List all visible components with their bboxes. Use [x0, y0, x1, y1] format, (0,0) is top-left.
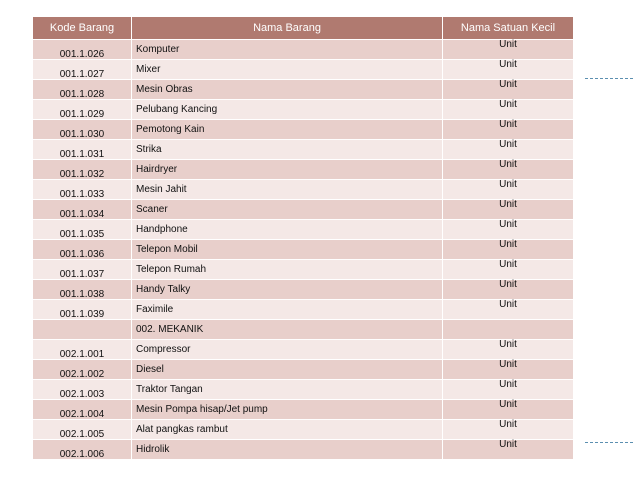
cell-nama-barang: [132, 260, 443, 280]
cell-satuan: [443, 220, 574, 240]
cell-kode-barang-text: 001.1.038: [59, 289, 105, 300]
cell-kode-barang-text: 001.1.033: [59, 189, 105, 200]
header-nama-satuan: Nama Satuan Kecil: [443, 17, 574, 40]
cell-nama-barang: [132, 320, 443, 340]
cell-kode-barang-text: 002.1.005: [59, 429, 105, 440]
cell-satuan: [443, 80, 574, 100]
table-row: [33, 260, 574, 280]
cell-satuan: [443, 60, 574, 80]
cell-nama-barang: [132, 200, 443, 220]
cell-satuan-text: Unit: [499, 339, 517, 350]
cell-kode-barang: [33, 440, 132, 460]
cell-satuan: [443, 300, 574, 320]
table-row: [33, 320, 574, 340]
cell-nama-barang-text: Handy Talky: [136, 284, 191, 295]
cell-kode-barang: [33, 200, 132, 220]
barang-table: [32, 16, 574, 460]
cell-nama-barang-text: Mesin Obras: [136, 84, 193, 95]
cell-nama-barang: [132, 160, 443, 180]
cell-nama-barang: [132, 420, 443, 440]
cell-nama-barang: [132, 40, 443, 60]
cell-kode-barang: [33, 100, 132, 120]
table-row: [33, 380, 574, 400]
cell-kode-barang: [33, 300, 132, 320]
cell-nama-barang-text: 002. MEKANIK: [136, 324, 204, 335]
cell-kode-barang: [33, 320, 132, 340]
cell-satuan: [443, 140, 574, 160]
cell-kode-barang-text: 001.1.032: [59, 169, 105, 180]
cell-nama-barang-text: Telepon Mobil: [136, 244, 198, 255]
cell-kode-barang-text: 001.1.039: [59, 309, 105, 320]
cell-kode-barang-text: 001.1.029: [59, 109, 105, 120]
cell-kode-barang-text: 002.1.004: [59, 409, 105, 420]
table-row: [33, 180, 574, 200]
cell-nama-barang-text: Diesel: [136, 364, 164, 375]
table-row: [33, 360, 574, 380]
cell-nama-barang: [132, 220, 443, 240]
cell-nama-barang: [132, 380, 443, 400]
cell-satuan-text: Unit: [499, 299, 517, 310]
cell-nama-barang: [132, 340, 443, 360]
cell-satuan-text: Unit: [499, 379, 517, 390]
cell-kode-barang-text: 002.1.001: [59, 349, 105, 360]
cell-nama-barang-text: Pelubang Kancing: [136, 104, 218, 115]
cell-kode-barang: [33, 400, 132, 420]
cell-kode-barang-text: 001.1.035: [59, 229, 105, 240]
cell-kode-barang-text: 001.1.028: [59, 89, 105, 100]
cell-kode-barang-text: 002.1.006: [59, 449, 105, 460]
cell-kode-barang: [33, 140, 132, 160]
cell-kode-barang-text: 001.1.031: [59, 149, 105, 160]
header-kode-barang: Kode Barang: [33, 17, 132, 40]
cell-satuan-text: Unit: [499, 119, 517, 130]
table-row: [33, 220, 574, 240]
cell-kode-barang: [33, 260, 132, 280]
table-row: [33, 300, 574, 320]
cell-nama-barang: [132, 180, 443, 200]
cell-satuan-text: Unit: [499, 219, 517, 230]
table-row: [33, 420, 574, 440]
cell-satuan-text: Unit: [499, 199, 517, 210]
cell-nama-barang-text: Komputer: [136, 44, 180, 55]
cell-nama-barang: [132, 300, 443, 320]
cell-satuan-text: Unit: [499, 139, 517, 150]
cell-nama-barang-text: Strika: [136, 144, 162, 155]
table-row: [33, 120, 574, 140]
cell-kode-barang: [33, 40, 132, 60]
cell-kode-barang-text: 001.1.026: [59, 49, 105, 60]
cell-nama-barang-text: Handphone: [136, 224, 188, 235]
cell-satuan-text: Unit: [499, 79, 517, 90]
cell-kode-barang-text: 001.1.027: [59, 69, 105, 80]
cell-nama-barang: [132, 440, 443, 460]
table-row: [33, 80, 574, 100]
cell-kode-barang-text: 002.1.002: [59, 369, 105, 380]
cell-nama-barang: [132, 60, 443, 80]
cell-satuan-text: Unit: [499, 179, 517, 190]
cell-nama-barang: [132, 400, 443, 420]
cell-satuan: [443, 100, 574, 120]
cell-nama-barang: [132, 280, 443, 300]
cell-kode-barang: [33, 180, 132, 200]
cell-kode-barang-text: 001.1.036: [59, 249, 105, 260]
cell-kode-barang: [33, 220, 132, 240]
cell-kode-barang: [33, 160, 132, 180]
cell-satuan-text: Unit: [499, 359, 517, 370]
cell-satuan-text: Unit: [499, 239, 517, 250]
cell-nama-barang-text: Traktor Tangan: [136, 384, 203, 395]
table-row: [33, 100, 574, 120]
cell-nama-barang-text: Alat pangkas rambut: [136, 424, 228, 435]
cell-satuan-text: Unit: [499, 259, 517, 270]
cell-satuan: [443, 280, 574, 300]
cell-satuan: [443, 240, 574, 260]
table-row: [33, 340, 574, 360]
table-row: [33, 160, 574, 180]
slide-divider-top: [585, 78, 633, 79]
table-row: [33, 40, 574, 60]
cell-satuan: [443, 420, 574, 440]
cell-satuan: [443, 180, 574, 200]
cell-kode-barang-text: 002.1.003: [59, 389, 105, 400]
cell-satuan-text: Unit: [499, 99, 517, 110]
cell-satuan: [443, 380, 574, 400]
cell-satuan: [443, 120, 574, 140]
cell-satuan-text: Unit: [499, 279, 517, 290]
table-row: [33, 60, 574, 80]
cell-satuan: [443, 200, 574, 220]
cell-kode-barang: [33, 80, 132, 100]
cell-nama-barang-text: Hairdryer: [136, 164, 178, 175]
table-row: [33, 280, 574, 300]
cell-kode-barang: [33, 240, 132, 260]
table-row: [33, 200, 574, 220]
cell-kode-barang: [33, 60, 132, 80]
cell-kode-barang: [33, 280, 132, 300]
cell-nama-barang-text: Mesin Pompa hisap/Jet pump: [136, 404, 268, 415]
cell-nama-barang-text: Faximile: [136, 304, 174, 315]
cell-kode-barang: [33, 340, 132, 360]
cell-kode-barang-text: 001.1.037: [59, 269, 105, 280]
cell-satuan: [443, 160, 574, 180]
cell-nama-barang-text: Hidrolik: [136, 444, 170, 455]
table-body: [33, 40, 574, 460]
cell-kode-barang-text: 001.1.034: [59, 209, 105, 220]
cell-nama-barang: [132, 360, 443, 380]
cell-satuan: [443, 400, 574, 420]
cell-satuan: [443, 260, 574, 280]
cell-nama-barang: [132, 240, 443, 260]
cell-nama-barang-text: Pemotong Kain: [136, 124, 205, 135]
slide-divider-bottom: [585, 442, 633, 443]
cell-kode-barang: [33, 420, 132, 440]
cell-satuan-text: Unit: [499, 399, 517, 410]
table-row: [33, 440, 574, 460]
cell-nama-barang: [132, 100, 443, 120]
cell-nama-barang-text: Compressor: [136, 344, 191, 355]
cell-nama-barang-text: Mixer: [136, 64, 161, 75]
cell-satuan: [443, 340, 574, 360]
cell-satuan-text: Unit: [499, 159, 517, 170]
cell-nama-barang: [132, 80, 443, 100]
cell-nama-barang-text: Mesin Jahit: [136, 184, 187, 195]
cell-nama-barang: [132, 120, 443, 140]
cell-kode-barang: [33, 360, 132, 380]
header-nama-barang: Nama Barang: [132, 17, 443, 40]
cell-nama-barang-text: Scaner: [136, 204, 168, 215]
cell-satuan: [443, 360, 574, 380]
table-row: [33, 240, 574, 260]
cell-nama-barang-text: Telepon Rumah: [136, 264, 207, 275]
cell-kode-barang: [33, 120, 132, 140]
cell-nama-barang: [132, 140, 443, 160]
cell-kode-barang-text: 001.1.030: [59, 129, 105, 140]
cell-satuan-text: Unit: [499, 439, 517, 450]
cell-kode-barang: [33, 380, 132, 400]
table-row: [33, 140, 574, 160]
cell-satuan-text: Unit: [499, 59, 517, 70]
cell-satuan-text: Unit: [499, 419, 517, 430]
table-header: [33, 17, 574, 40]
cell-satuan: [443, 440, 574, 460]
cell-satuan: [443, 320, 574, 340]
cell-satuan: [443, 40, 574, 60]
cell-satuan-text: Unit: [499, 39, 517, 50]
table-row: [33, 400, 574, 420]
